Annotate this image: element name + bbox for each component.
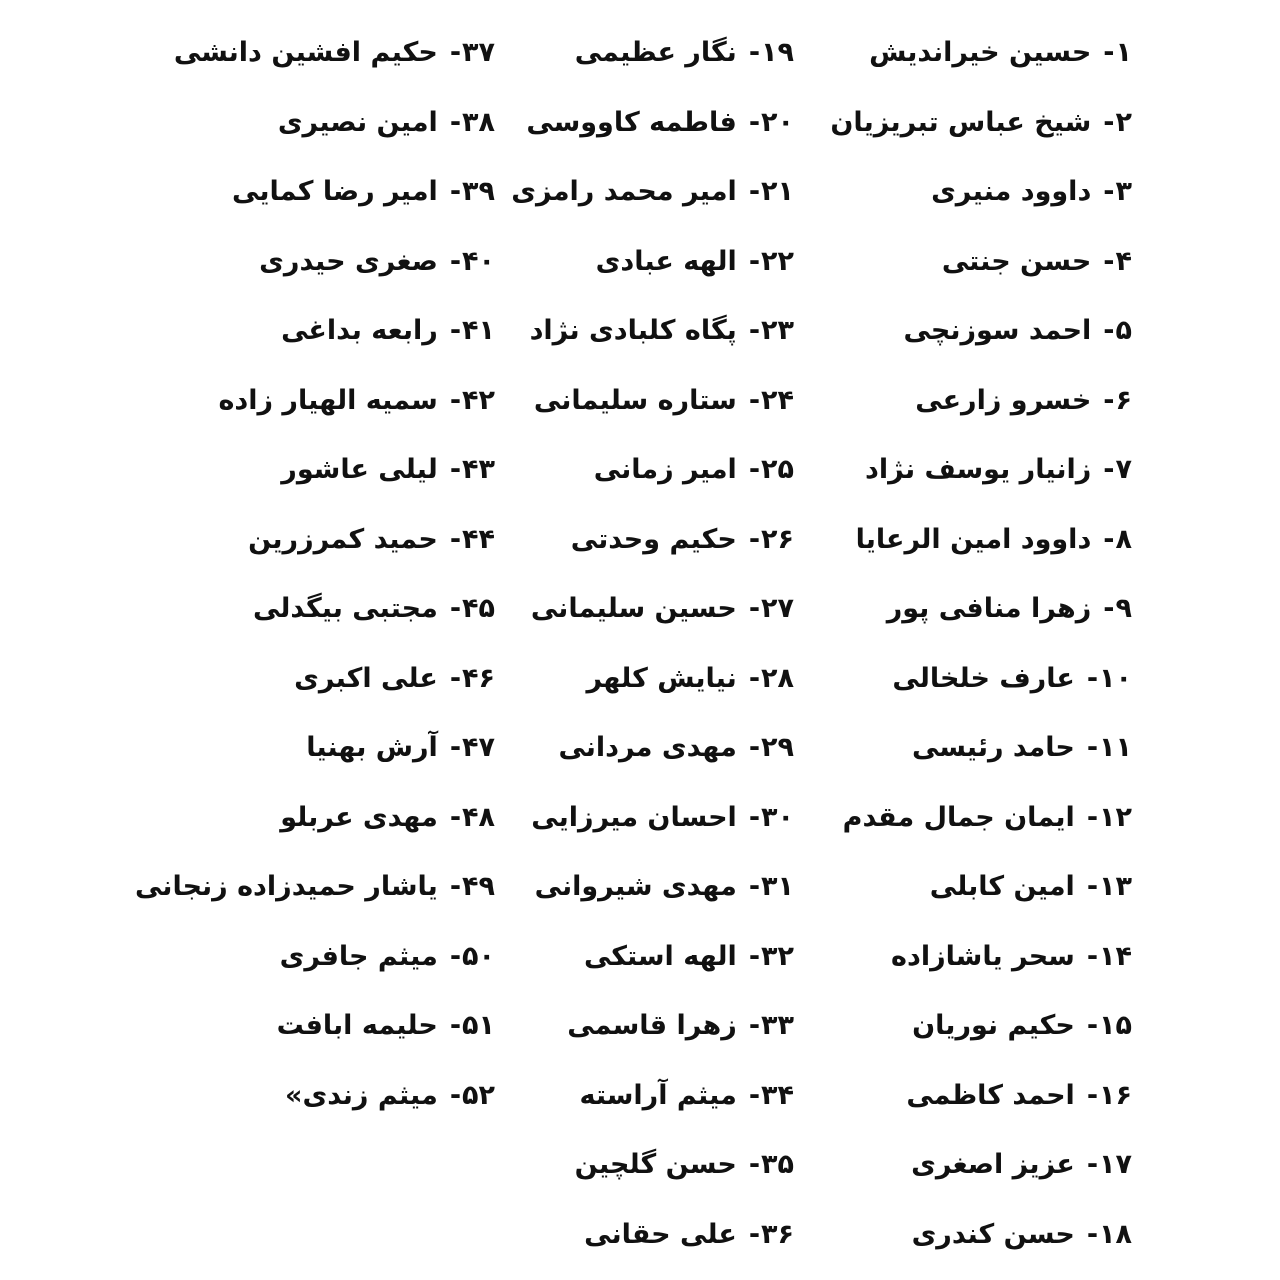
person-name: حکیم افشین دانشی — [173, 37, 438, 68]
list-item — [812, 574, 1132, 644]
list-item — [812, 783, 1132, 853]
item-number: ۴۰ — [462, 245, 495, 277]
list-item — [165, 296, 495, 366]
list-item — [812, 227, 1132, 297]
item-separator: - — [748, 315, 761, 346]
person-name: حسن جنتی — [941, 245, 1092, 277]
person-name: فاطمه کاووسی — [526, 106, 737, 138]
item-separator: - — [1086, 871, 1099, 902]
person-name: داوود منیری — [931, 176, 1092, 207]
item-separator: - — [1086, 662, 1099, 694]
item-number: ۱۴ — [1099, 940, 1132, 972]
item-number: ۱۱ — [1099, 732, 1132, 763]
list-item — [165, 991, 495, 1061]
item-number: ۲۵ — [761, 454, 794, 485]
list-item — [812, 1130, 1132, 1200]
person-name: پگاه کلبادی نژاد — [529, 315, 737, 346]
list-item — [812, 1061, 1132, 1131]
name-column-3 — [134, 18, 495, 1130]
item-separator: - — [449, 871, 462, 902]
item-separator: - — [1086, 732, 1099, 763]
person-name: امیر زمانی — [593, 454, 737, 485]
list-item — [165, 1061, 495, 1131]
item-number: ۱۲ — [1099, 801, 1132, 833]
list-item — [165, 366, 495, 436]
list-item — [165, 922, 495, 992]
item-number: ۴۳ — [462, 454, 495, 485]
item-number: ۲۲ — [761, 245, 794, 277]
item-separator: - — [748, 384, 761, 416]
list-item — [494, 644, 794, 714]
item-number: ۶ — [1115, 384, 1132, 416]
list-item — [165, 574, 495, 644]
item-number: ۴۹ — [462, 871, 495, 902]
item-separator: - — [1086, 1218, 1099, 1250]
item-separator: - — [748, 1149, 761, 1180]
item-separator: - — [449, 732, 462, 763]
list-item — [812, 852, 1132, 922]
item-separator: - — [748, 176, 761, 207]
item-number: ۱۶ — [1099, 1079, 1132, 1111]
item-number: ۳۹ — [462, 176, 495, 207]
person-name: حسین سلیمانی — [530, 593, 737, 624]
item-number: ۳۱ — [761, 871, 794, 902]
item-separator: - — [748, 106, 761, 138]
list-item — [494, 505, 794, 575]
item-separator: - — [449, 176, 462, 207]
person-name: علی حقانی — [584, 1218, 737, 1250]
item-separator: - — [748, 940, 761, 972]
item-separator: - — [1086, 1149, 1099, 1180]
item-number: ۲۶ — [761, 523, 794, 555]
person-name: احمد سوزنچی — [903, 315, 1092, 346]
item-number: ۵۰ — [462, 940, 495, 972]
item-number: ۵۱ — [462, 1010, 495, 1041]
item-separator: - — [449, 384, 462, 416]
item-number: ۲۹ — [761, 732, 794, 763]
item-separator: - — [449, 106, 462, 138]
list-item — [165, 644, 495, 714]
person-name: حلیمه ابافت — [276, 1010, 438, 1041]
person-name: مهدی شیروانی — [534, 871, 737, 902]
item-separator: - — [1086, 1010, 1099, 1041]
item-separator: - — [748, 245, 761, 277]
item-number: ۲۳ — [761, 315, 794, 346]
item-number: ۴۸ — [462, 801, 495, 833]
person-name: مجتبی بیگدلی — [252, 593, 438, 624]
item-number: ۳۸ — [462, 106, 495, 138]
item-separator: - — [748, 523, 761, 555]
person-name: احسان میرزایی — [531, 801, 737, 833]
name-column-2 — [494, 18, 794, 1269]
list-item — [165, 18, 495, 88]
item-separator: - — [748, 1079, 761, 1111]
item-number: ۲۸ — [761, 662, 794, 694]
list-item — [165, 713, 495, 783]
item-number: ۳۴ — [761, 1079, 794, 1111]
list-item — [494, 296, 794, 366]
item-separator: - — [449, 37, 462, 68]
person-name: حسین خیراندیش — [869, 37, 1092, 68]
person-name: مهدی عربلو — [280, 801, 438, 833]
list-item — [812, 88, 1132, 158]
list-item — [165, 227, 495, 297]
item-separator: - — [1103, 454, 1115, 485]
item-separator: - — [1103, 384, 1115, 416]
list-item — [812, 296, 1132, 366]
person-name: نیایش کلهر — [586, 662, 737, 694]
person-name: عارف خلخالی — [892, 662, 1075, 694]
list-item — [134, 852, 495, 922]
list-item — [812, 505, 1132, 575]
person-name: زهرا منافی پور — [886, 593, 1092, 624]
item-number: ۲ — [1115, 106, 1132, 138]
list-item — [494, 852, 794, 922]
item-number: ۱۵ — [1099, 1010, 1132, 1041]
person-name: میثم زندی» — [285, 1079, 438, 1111]
list-item — [494, 227, 794, 297]
person-name: عزیز اصغری — [911, 1149, 1075, 1180]
person-name: مهدی مردانی — [558, 732, 737, 763]
person-name: امین نصیری — [277, 106, 438, 138]
item-separator: - — [1103, 176, 1115, 207]
item-separator: - — [1103, 523, 1115, 555]
item-separator: - — [1086, 801, 1099, 833]
list-item — [494, 574, 794, 644]
list-item — [812, 922, 1132, 992]
list-item — [494, 991, 794, 1061]
person-name: زانیار یوسف نژاد — [865, 454, 1092, 485]
item-number: ۷ — [1115, 454, 1132, 485]
item-separator: - — [1086, 1079, 1099, 1111]
person-name: علی اکبری — [294, 662, 438, 694]
item-separator: - — [748, 871, 761, 902]
list-item — [812, 1200, 1132, 1270]
person-name: آرش بهنیا — [306, 732, 438, 763]
list-item — [165, 783, 495, 853]
item-number: ۵ — [1115, 315, 1132, 346]
item-number: ۳۲ — [761, 940, 794, 972]
person-name: میثم جافری — [279, 940, 438, 972]
person-name: الهه عبادی — [595, 245, 737, 277]
person-name: حکیم نوریان — [912, 1010, 1075, 1041]
list-item — [165, 157, 495, 227]
item-separator: - — [1103, 245, 1115, 277]
list-item — [165, 88, 495, 158]
person-name: خسرو زارعی — [915, 384, 1092, 416]
item-number: ۳۶ — [761, 1218, 794, 1250]
person-name: لیلی عاشور — [281, 454, 438, 485]
list-item — [494, 1061, 794, 1131]
item-separator: - — [449, 593, 462, 624]
item-number: ۵۲ — [462, 1079, 495, 1111]
item-separator: - — [1103, 106, 1115, 138]
item-separator: - — [449, 315, 462, 346]
person-name: امیر رضا کمایی — [232, 176, 438, 207]
item-separator: - — [1103, 593, 1115, 624]
item-separator: - — [748, 1218, 761, 1250]
person-name: رابعه بداغی — [281, 315, 438, 346]
item-number: ۳۷ — [462, 37, 495, 68]
item-separator: - — [748, 1010, 761, 1041]
item-separator: - — [449, 1010, 462, 1041]
list-item — [494, 366, 794, 436]
person-name: سمیه الهیار زاده — [218, 384, 438, 416]
person-name: الهه استکی — [583, 940, 737, 972]
list-item — [494, 922, 794, 992]
list-item — [494, 88, 794, 158]
item-separator: - — [748, 37, 761, 68]
item-number: ۲۴ — [761, 384, 794, 416]
person-name: حسن کندری — [911, 1218, 1075, 1250]
person-name: یاشار حمیدزاده زنجانی — [134, 871, 438, 902]
item-number: ۴۵ — [462, 593, 495, 624]
person-name: صغری حیدری — [259, 245, 438, 277]
person-name: امین کابلی — [929, 871, 1075, 902]
list-item — [165, 505, 495, 575]
item-separator: - — [748, 454, 761, 485]
person-name: زهرا قاسمی — [567, 1010, 737, 1041]
item-number: ۲۷ — [761, 593, 794, 624]
person-name: سحر یاشازاده — [891, 940, 1075, 972]
item-number: ۴۴ — [462, 523, 495, 555]
item-separator: - — [449, 523, 462, 555]
item-number: ۴۲ — [462, 384, 495, 416]
list-item — [494, 435, 794, 505]
name-column-1 — [812, 18, 1132, 1269]
person-name: نگار عظیمی — [574, 37, 737, 68]
item-separator: - — [748, 801, 761, 833]
item-separator: - — [449, 454, 462, 485]
person-name: ستاره سلیمانی — [533, 384, 737, 416]
person-name: حمید کمرزرین — [248, 523, 438, 555]
item-number: ۱۰ — [1099, 662, 1132, 694]
list-item — [812, 435, 1132, 505]
item-number: ۱۹ — [761, 37, 794, 68]
list-item — [812, 644, 1132, 714]
item-number: ۸ — [1115, 523, 1132, 555]
item-separator: - — [449, 245, 462, 277]
item-number: ۲۱ — [761, 176, 794, 207]
item-number: ۱۷ — [1099, 1149, 1132, 1180]
list-item — [812, 366, 1132, 436]
item-separator: - — [449, 662, 462, 694]
list-item — [812, 713, 1132, 783]
person-name: حسن گلچین — [574, 1149, 737, 1180]
item-number: ۴۷ — [462, 732, 495, 763]
item-number: ۱۸ — [1099, 1218, 1132, 1250]
list-item — [812, 157, 1132, 227]
person-name: ایمان جمال مقدم — [842, 801, 1075, 833]
person-name: احمد کاظمی — [906, 1079, 1075, 1111]
person-name: داوود امین الرعایا — [855, 523, 1092, 555]
person-name: امیر محمد رامزی — [511, 176, 737, 207]
item-number: ۳ — [1115, 176, 1132, 207]
person-name: حکیم وحدتی — [570, 523, 737, 555]
item-number: ۱۳ — [1099, 871, 1132, 902]
list-item — [494, 1200, 794, 1270]
item-separator: - — [748, 662, 761, 694]
item-separator: - — [1103, 315, 1115, 346]
person-name: حامد رئیسی — [912, 732, 1075, 763]
item-number: ۳۵ — [761, 1149, 794, 1180]
list-item — [165, 435, 495, 505]
item-separator: - — [449, 1079, 462, 1111]
item-number: ۲۰ — [761, 106, 794, 138]
item-separator: - — [1086, 940, 1099, 972]
item-number: ۴۶ — [462, 662, 495, 694]
list-item — [494, 713, 794, 783]
person-name: میثم آراسته — [579, 1079, 737, 1111]
list-item — [494, 18, 794, 88]
list-item — [494, 157, 794, 227]
item-number: ۹ — [1115, 593, 1132, 624]
item-separator: - — [748, 593, 761, 624]
item-number: ۳۰ — [761, 801, 794, 833]
list-item — [494, 783, 794, 853]
person-name: شیخ عباس تبریزیان — [830, 106, 1092, 138]
item-number: ۴۱ — [462, 315, 495, 346]
item-separator: - — [449, 801, 462, 833]
item-separator: - — [1103, 37, 1115, 68]
item-number: ۳۳ — [761, 1010, 794, 1041]
list-item — [812, 18, 1132, 88]
list-item — [494, 1130, 794, 1200]
item-separator: - — [748, 732, 761, 763]
item-number: ۴ — [1115, 245, 1132, 277]
item-number: ۱ — [1115, 37, 1132, 68]
list-item — [812, 991, 1132, 1061]
item-separator: - — [449, 940, 462, 972]
